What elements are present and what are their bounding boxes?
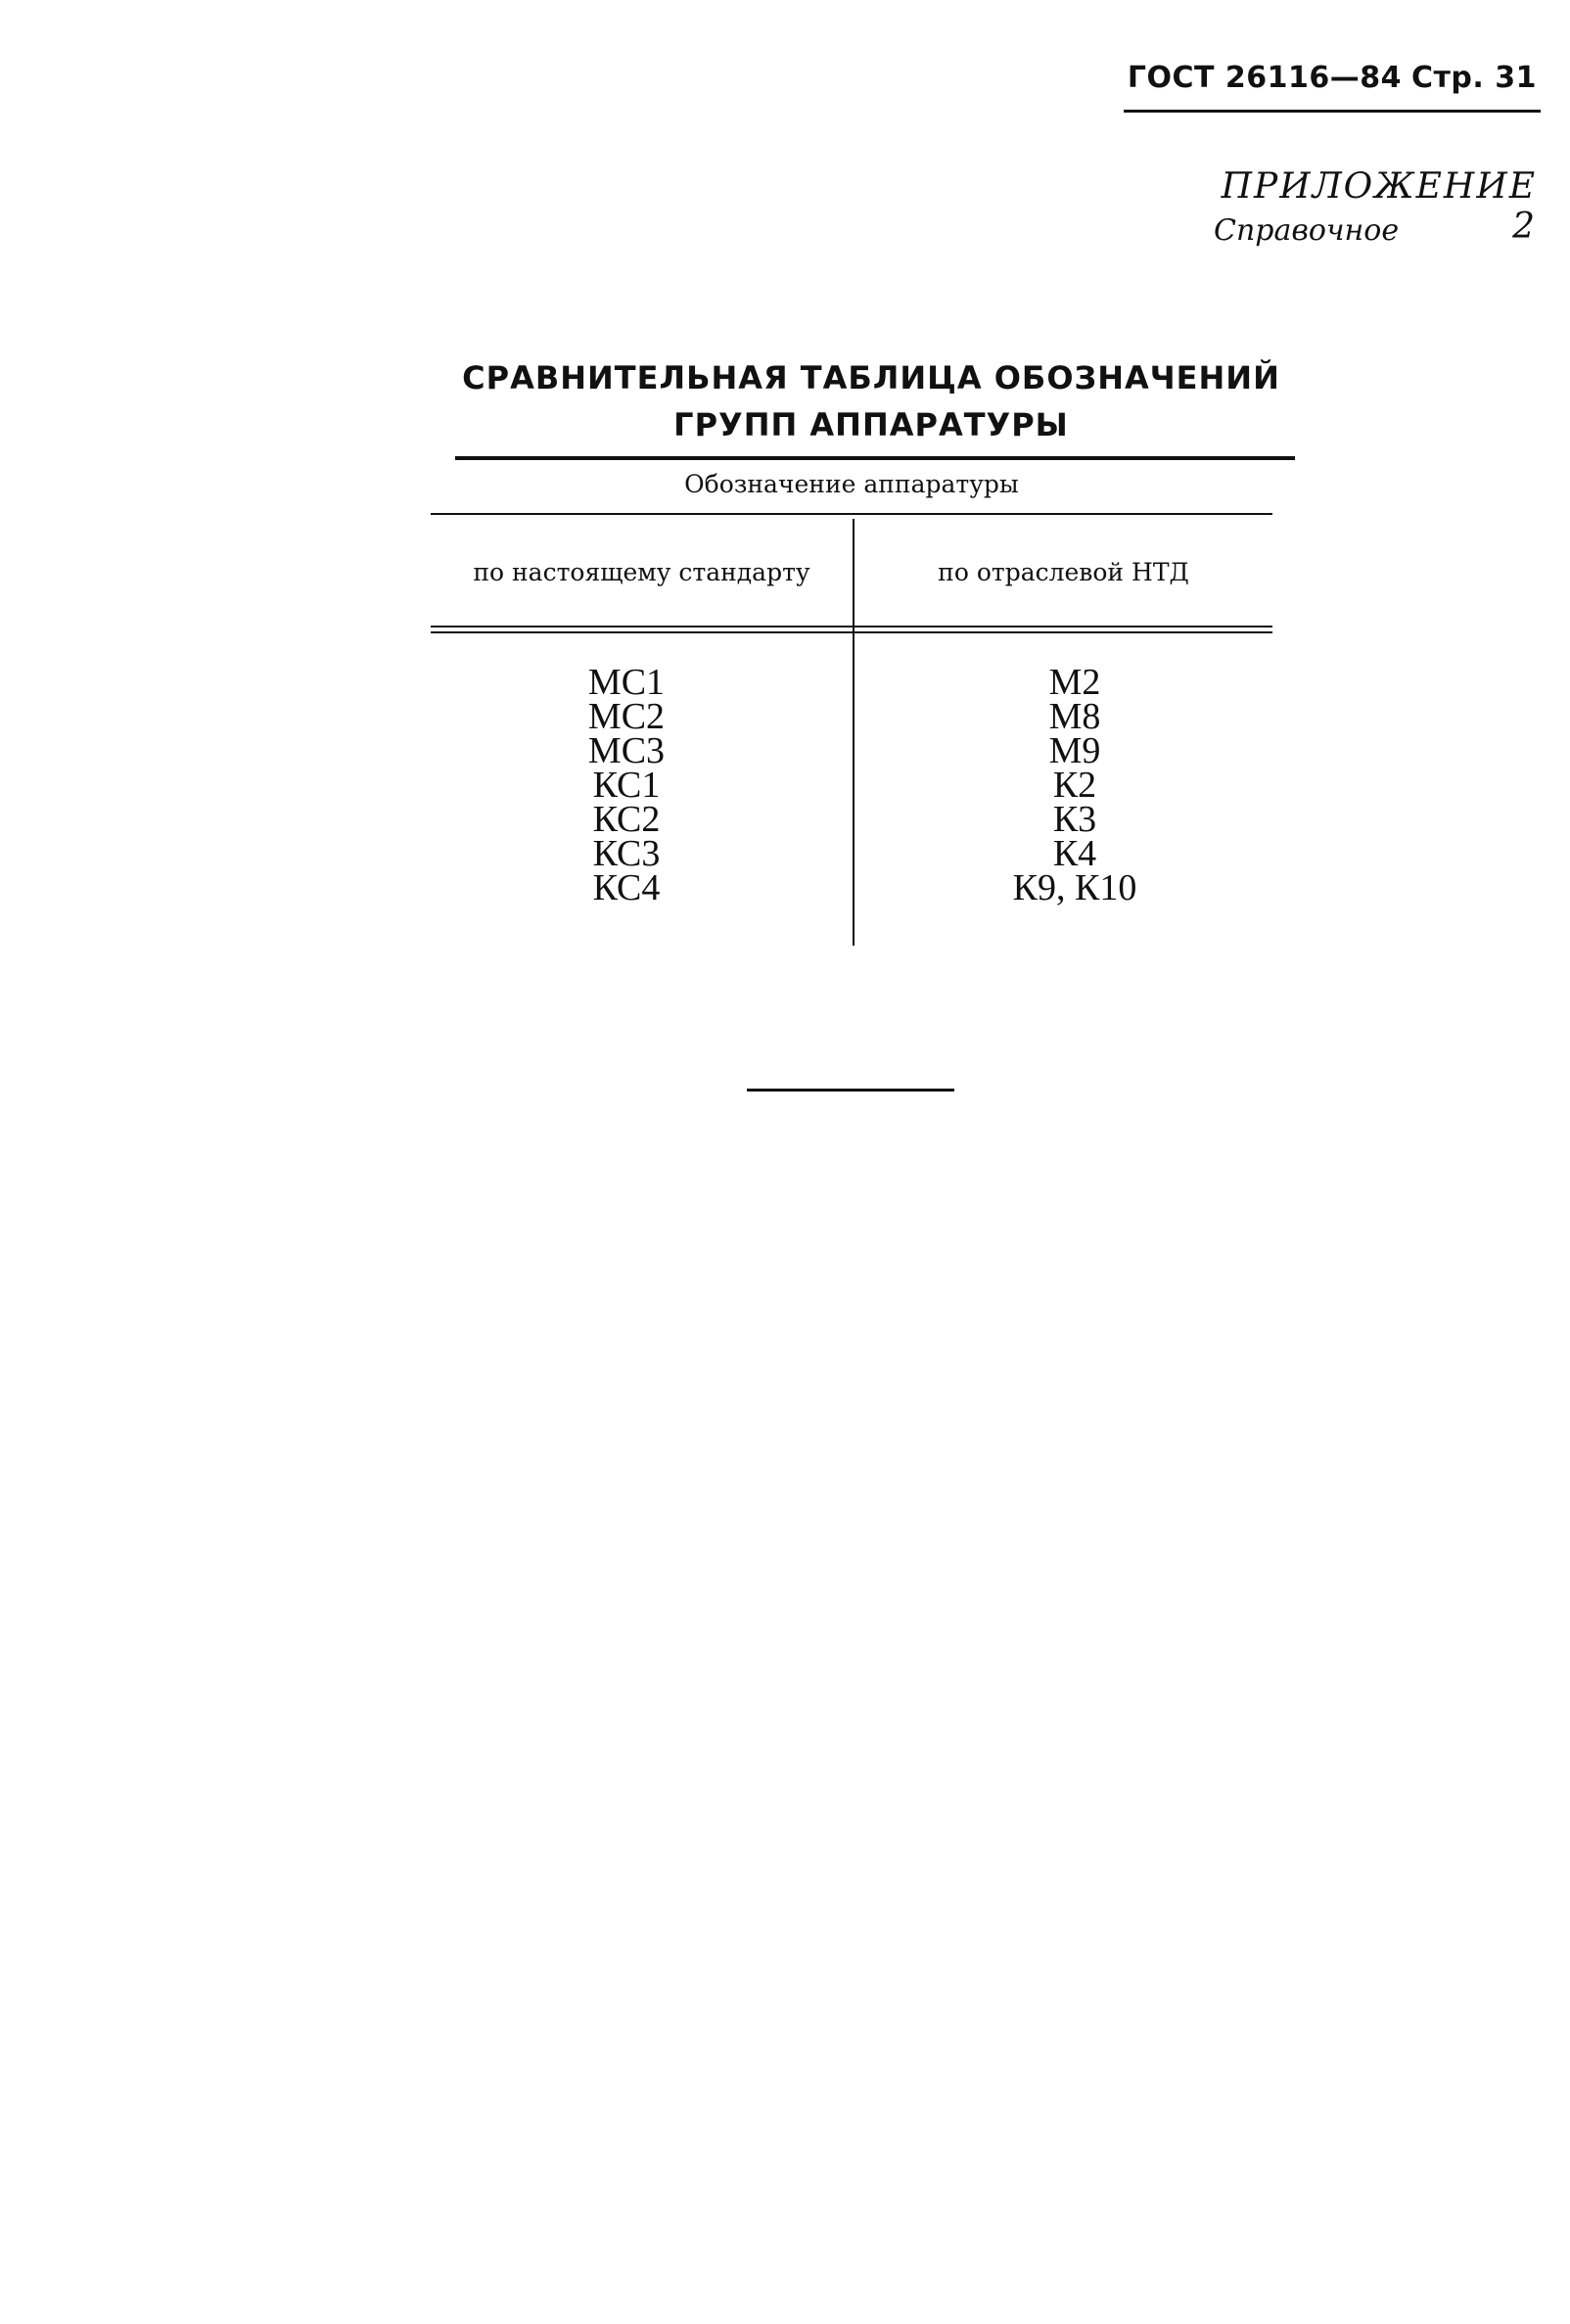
table-cell: МС1: [587, 662, 666, 703]
table-cell: КС4: [592, 867, 661, 908]
column-current-standard-values: [431, 662, 822, 908]
header-rule: [1124, 110, 1541, 113]
page-label: Стр.: [1411, 61, 1485, 95]
standard-number: ГОСТ 26116—84: [1127, 61, 1403, 95]
table-cell: К2: [1052, 765, 1097, 806]
column-industry-ntd-values: [854, 662, 1295, 908]
column-header-industry-ntd: по отраслевой НТД: [938, 558, 1189, 586]
table-title-line-1: СРАВНИТЕЛЬНАЯ ТАБЛИЦА ОБОЗНАЧЕНИЙ: [462, 359, 1280, 396]
page-number: 31: [1495, 61, 1537, 95]
column-header-current-standard: по настоящему стандарту: [473, 558, 810, 586]
page-header: [1126, 61, 1537, 95]
table-cell: К9, К10: [1012, 867, 1137, 908]
group-header-rule: [431, 513, 1272, 515]
table-title-line-2: ГРУПП АППАРАТУРЫ: [673, 406, 1069, 443]
table-cell: КС1: [592, 765, 661, 806]
end-rule: [747, 1089, 954, 1092]
header-double-rule-upper: [431, 626, 1272, 627]
table-cell: М9: [1048, 730, 1101, 771]
appendix-title: ПРИЛОЖЕНИЕ 2: [1221, 166, 1537, 247]
table-top-rule: [455, 456, 1295, 460]
appendix-subtitle: Справочное: [1214, 213, 1400, 248]
table-cell: М2: [1048, 662, 1101, 703]
table-cell: М8: [1048, 696, 1101, 737]
table-cell: К4: [1052, 833, 1097, 874]
table-cell: МС2: [587, 696, 666, 737]
table-title: [431, 354, 1312, 448]
table-cell: МС3: [587, 730, 666, 771]
table-cell: КС3: [592, 833, 661, 874]
table-group-header: Обозначение аппаратуры: [684, 470, 1019, 498]
table-cell: К3: [1052, 799, 1097, 840]
table-cell: КС2: [592, 799, 661, 840]
header-double-rule-lower: [431, 631, 1272, 633]
